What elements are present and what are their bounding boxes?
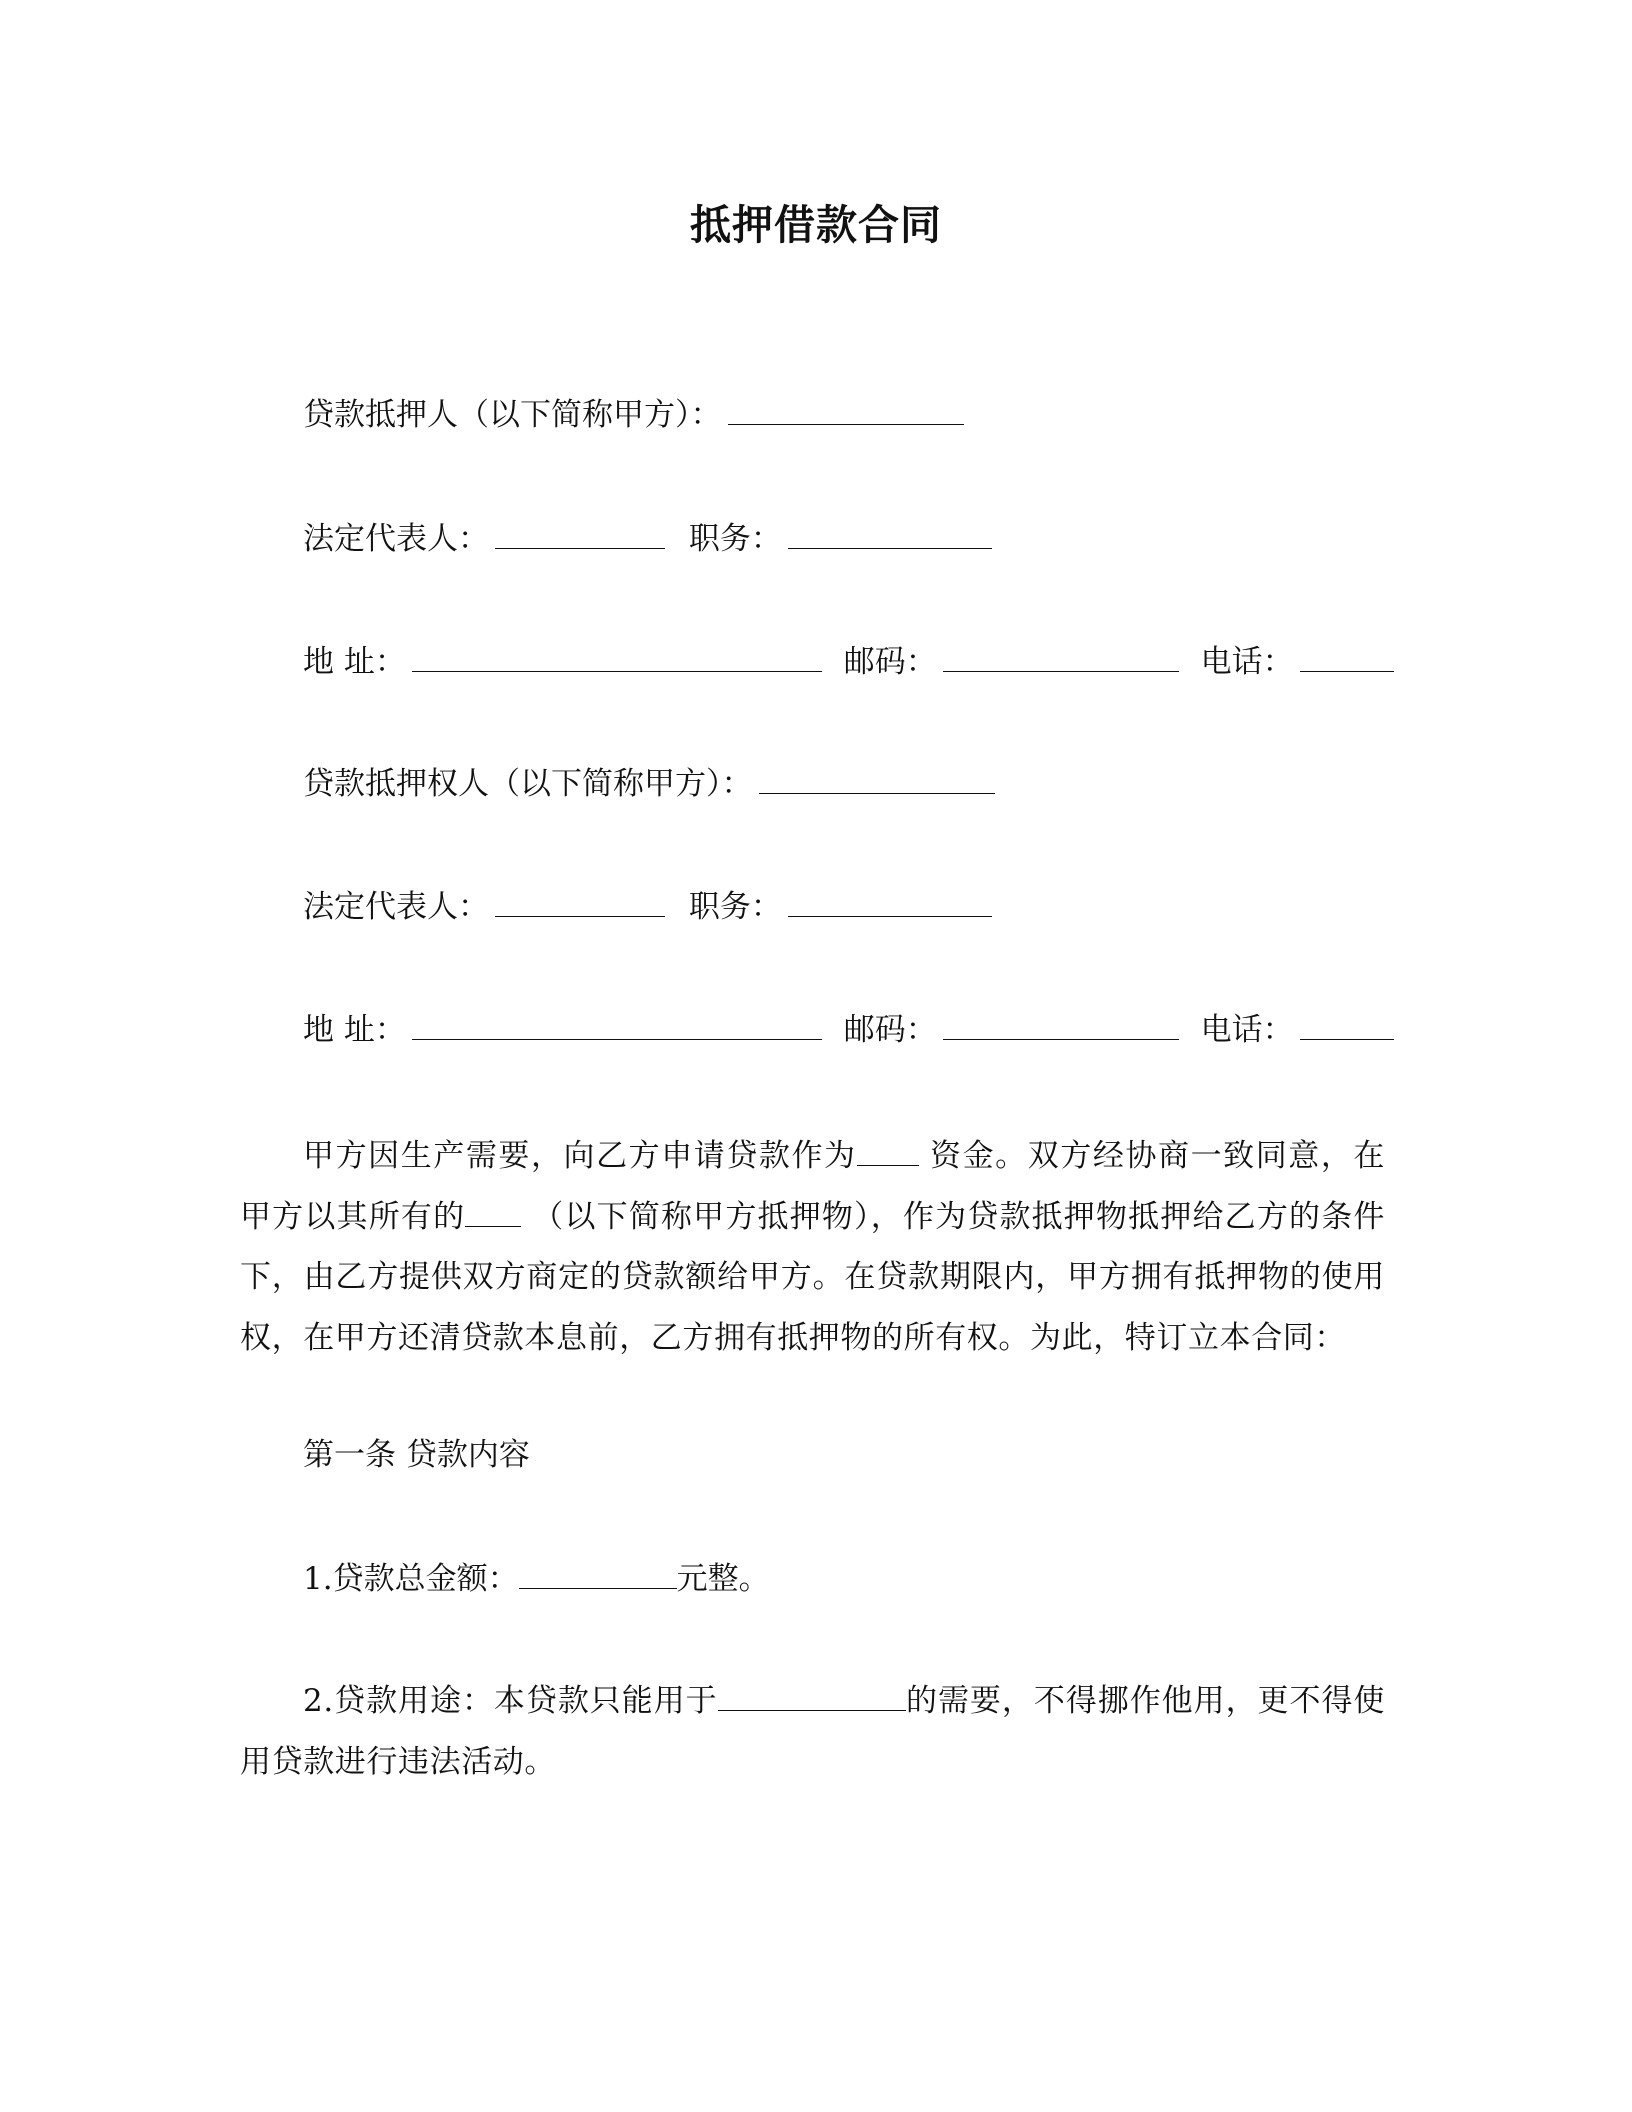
preamble-part-3: （以下简称甲方抵押物），作为贷款抵押物抵押给乙方的条件下，由乙方提供双方商定的贷款额给甲方。在贷款期限内，甲方拥有抵押物的使用权，在甲方还清贷款本息前，乙方拥有抵押物的所有权。为此，特订立本合同： bbox=[240, 1198, 1385, 1356]
party-b-position-blank[interactable] bbox=[788, 886, 992, 917]
preamble-part-2: 资金。双方经协商一致同意，在甲方以其所有的 bbox=[240, 1138, 1385, 1235]
party-a-name-label: 贷款抵押人（以下简称甲方）： bbox=[303, 397, 722, 433]
party-a-address-line bbox=[303, 640, 1400, 684]
party-b-address-label: 地 址： bbox=[303, 1012, 406, 1048]
loan-amount-suffix: 元整。 bbox=[676, 1561, 770, 1597]
party-b-name-blank[interactable] bbox=[759, 763, 995, 794]
loan-purpose-label: 2.贷款用途：本贷款只能用于 bbox=[303, 1683, 718, 1719]
party-b-phone-blank[interactable] bbox=[1300, 1009, 1394, 1040]
fund-purpose-blank[interactable] bbox=[857, 1137, 919, 1166]
party-b-rep-blank[interactable] bbox=[495, 886, 665, 917]
party-a-postcode-blank[interactable] bbox=[943, 641, 1179, 672]
loan-purpose-blank[interactable] bbox=[718, 1682, 906, 1711]
article-1-heading: 第一条 贷款内容 bbox=[303, 1437, 530, 1473]
loan-purpose-suffix: 的需要，不得挪作他用，更不得使用贷款进行违法活动。 bbox=[240, 1683, 1386, 1780]
party-a-rep-line bbox=[303, 517, 998, 561]
document-title: 抵押借款合同 bbox=[690, 201, 942, 249]
party-a-phone-blank[interactable] bbox=[1300, 641, 1394, 672]
party-a-rep-blank[interactable] bbox=[495, 518, 665, 549]
loan-purpose-paragraph bbox=[240, 1671, 1385, 1792]
preamble-paragraph bbox=[240, 1126, 1385, 1368]
collateral-blank[interactable] bbox=[465, 1198, 521, 1227]
preamble-part-1: 甲方因生产需要，向乙方申请贷款作为 bbox=[303, 1138, 857, 1174]
loan-amount-blank[interactable] bbox=[519, 1558, 677, 1589]
party-a-name-line bbox=[303, 393, 970, 437]
party-a-address-label: 地 址： bbox=[303, 644, 406, 680]
party-b-rep-line bbox=[303, 885, 998, 929]
party-b-phone-label: 电话： bbox=[1200, 1012, 1294, 1048]
party-b-name-line bbox=[303, 762, 1001, 806]
party-b-position-label: 职务： bbox=[688, 889, 782, 925]
party-b-address-line bbox=[303, 1008, 1400, 1052]
party-a-name-blank[interactable] bbox=[728, 394, 964, 425]
party-b-address-blank[interactable] bbox=[412, 1009, 822, 1040]
loan-amount-label: 1.贷款总金额： bbox=[303, 1561, 519, 1597]
party-a-postcode-label: 邮码： bbox=[843, 644, 937, 680]
party-b-postcode-blank[interactable] bbox=[943, 1009, 1179, 1040]
party-b-postcode-label: 邮码： bbox=[843, 1012, 937, 1048]
party-a-position-blank[interactable] bbox=[788, 518, 992, 549]
party-b-name-label: 贷款抵押权人（以下简称甲方）： bbox=[303, 766, 753, 802]
party-a-phone-label: 电话： bbox=[1200, 644, 1294, 680]
party-a-address-blank[interactable] bbox=[412, 641, 822, 672]
loan-amount-line bbox=[303, 1557, 770, 1601]
party-b-rep-label: 法定代表人： bbox=[303, 889, 489, 925]
party-a-rep-label: 法定代表人： bbox=[303, 521, 489, 557]
party-a-position-label: 职务： bbox=[688, 521, 782, 557]
